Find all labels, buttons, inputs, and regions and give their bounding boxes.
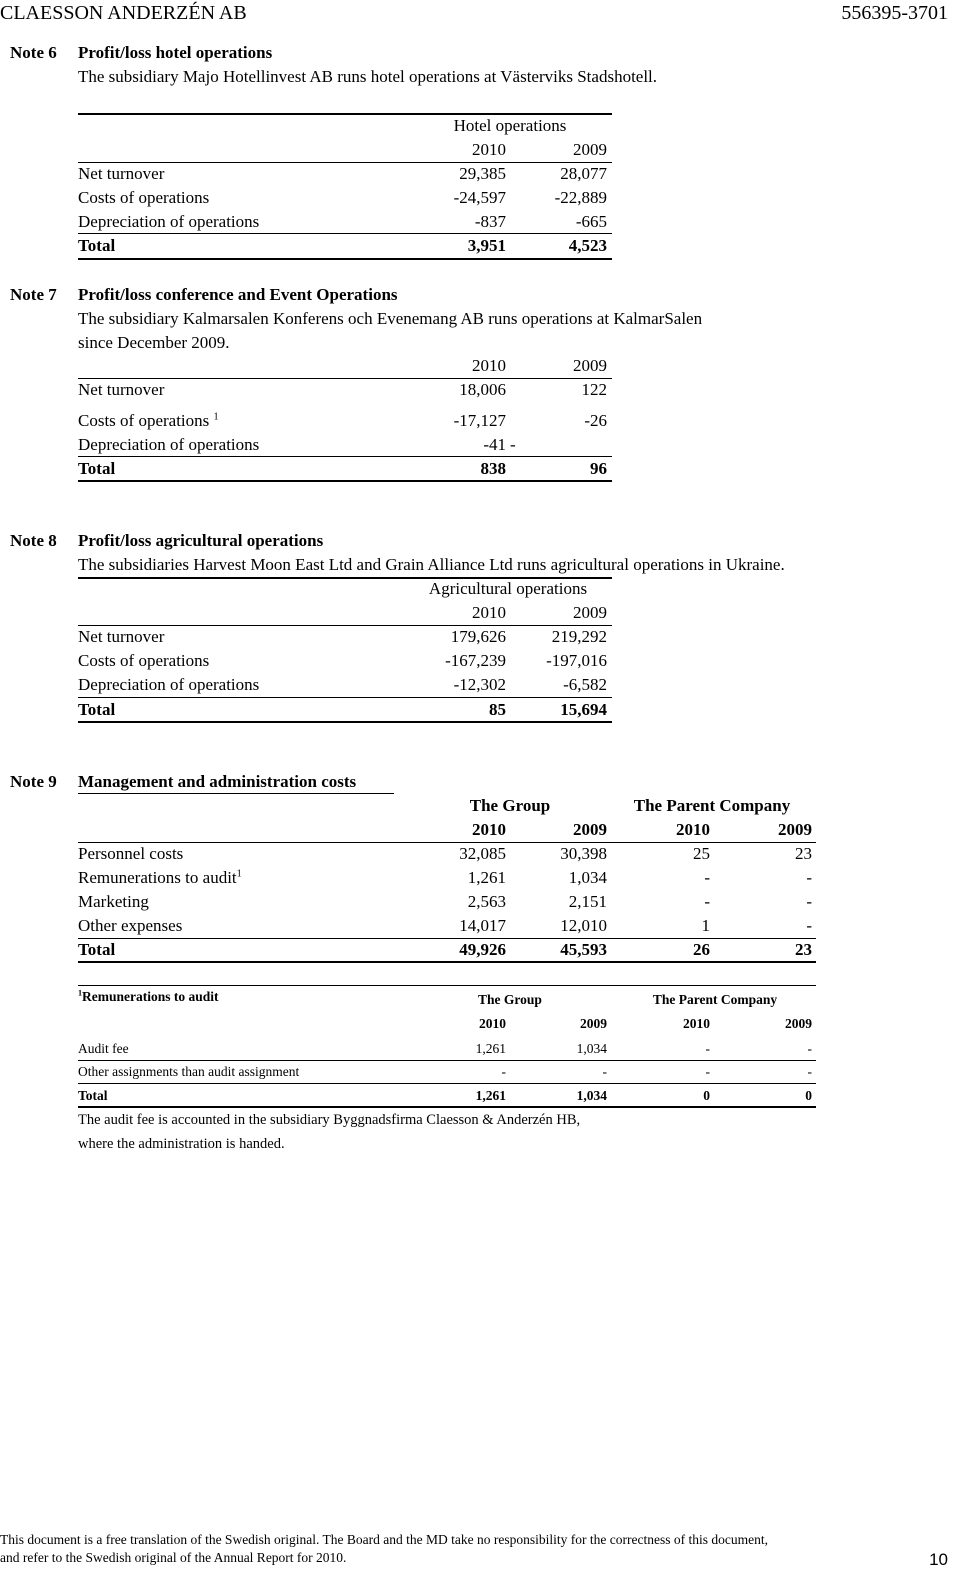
audit-row-value: - [705, 1041, 710, 1056]
note7-row-value: 122 [581, 380, 607, 399]
note6-row-value: 29,385 [459, 164, 506, 183]
note8-row-label: Net turnover [78, 627, 165, 646]
audit-total-rule [78, 1083, 816, 1084]
note7-row-value: 18,006 [459, 380, 506, 399]
note6-year-2009: 2009 [573, 140, 607, 159]
note6-year-2010: 2010 [472, 140, 506, 159]
note8-row-label: Depreciation of operations [78, 675, 260, 694]
note7-total-value: 838 [480, 459, 506, 478]
note8-total-label: Total [78, 700, 116, 719]
note9-group-header: The Group [469, 796, 551, 815]
audit-parent-header: The Parent Company [652, 992, 778, 1007]
note9-year: 2009 [573, 820, 607, 839]
note8-row-value: -167,239 [445, 651, 506, 670]
footer-disclaimer-line1: This document is a free translation of the Swedish original. The Board and the MD take no responsibility for the correctness of this document, [0, 1532, 768, 1547]
audit-footnote-line1: The audit fee is accounted in the subsidiary Byggnadsfirma Claesson & Anderzén HB, [78, 1112, 581, 1128]
note8-year-2010: 2010 [472, 603, 506, 622]
note9-row-value: 30,398 [560, 844, 607, 863]
note7-label: Note 7 [10, 285, 57, 304]
note9-year: 2010 [472, 820, 506, 839]
note8-total-rule [78, 697, 612, 698]
note6-total-value: 4,523 [568, 236, 607, 255]
note9-row-value: 25 [693, 844, 710, 863]
note7-row-label: Depreciation of operations [78, 435, 260, 454]
note7-row-label: Costs of operations $^1$ [78, 411, 219, 430]
note9-row-value: 32,085 [459, 844, 506, 863]
note7-row-value: -41 [483, 435, 506, 454]
audit-row-label: Other assignments than audit assignment [78, 1064, 300, 1079]
note7-bottom-rule [78, 480, 612, 482]
note9-row-value: - [806, 916, 812, 935]
note8-year-2009: 2009 [573, 603, 607, 622]
note6-row-value: -24,597 [453, 188, 506, 207]
audit-year: 2010 [683, 1016, 710, 1031]
note7-title: Profit/loss conference and Event Operations [78, 285, 398, 304]
note9-row-label: Marketing [78, 892, 149, 911]
audit-row-value: - [807, 1041, 812, 1056]
footer-disclaimer-line2: and refer to the Swedish original of the Annual Report for 2010. [0, 1550, 347, 1565]
note9-row-value: - [806, 868, 812, 887]
note8-description: The subsidiaries Harvest Moon East Ltd and Grain Alliance Ltd runs agricultural operations in Ukraine. [78, 555, 785, 574]
note6-row-value: -837 [474, 212, 506, 231]
note7-row-label: Net turnover [78, 380, 165, 399]
note7-total-value: 96 [590, 459, 607, 478]
note9-total-value: 45,593 [560, 940, 607, 959]
audit-group-header: The Group [478, 992, 542, 1007]
note9-total-label: Total [78, 940, 116, 959]
note9-row-value: - [704, 868, 710, 887]
note8-title: Profit/loss agricultural operations [78, 531, 324, 550]
note8-row-value: 179,626 [450, 627, 506, 646]
audit-row-label: Audit fee [78, 1041, 129, 1056]
note6-row-label: Depreciation of operations [78, 212, 260, 231]
note8-label: Note 8 [10, 531, 57, 550]
audit-total-value: 1,261 [475, 1088, 506, 1103]
note8-row-value: -12,302 [453, 675, 506, 694]
note7-total-rule [78, 456, 612, 457]
note9-row-value: 1 [701, 916, 710, 935]
note8-row-value: -197,016 [546, 651, 607, 670]
note7-year-2009: 2009 [573, 356, 607, 375]
audit-footnote-line2: where the administration is handed. [78, 1136, 285, 1152]
footnote-marker: 1 [236, 868, 242, 880]
audit-row-value: - [807, 1064, 812, 1079]
note9-row-value: 23 [795, 844, 812, 863]
note9-year: 2010 [676, 820, 710, 839]
note6-bottom-rule [78, 258, 612, 260]
page-number: 10 [929, 1550, 948, 1569]
note7-year-2010: 2010 [472, 356, 506, 375]
note9-year: 2009 [778, 820, 812, 839]
note9-row-label: Other expenses [78, 916, 183, 935]
note9-row-value: 2,563 [467, 892, 506, 911]
note6-row-value: -665 [575, 212, 607, 231]
note8-row-label: Costs of operations [78, 651, 210, 670]
note9-total-value: 49,926 [459, 940, 506, 959]
audit-bottom-rule [78, 1106, 816, 1108]
audit-total-value: 1,034 [576, 1088, 607, 1103]
note7-total-label: Total [78, 459, 116, 478]
note9-row-value: 14,017 [459, 916, 506, 935]
note6-total-rule [78, 233, 612, 234]
note6-row-value: 28,077 [560, 164, 607, 183]
audit-row-value: - [602, 1064, 607, 1079]
audit-total-label: Total [78, 1088, 108, 1103]
note9-row-value: - [806, 892, 812, 911]
note9-bottom-rule [78, 961, 816, 963]
org-number: 556395-3701 [841, 2, 948, 24]
note7-description-line1: The subsidiary Kalmarsalen Konferens och Evenemang AB runs operations at KalmarSalen [78, 309, 703, 328]
note9-row-label: Remunerations to audit$^1$ [78, 868, 242, 887]
audit-row-value: 1,034 [576, 1041, 607, 1056]
audit-total-value: 0 [805, 1088, 812, 1103]
note7-row-value: - [510, 435, 516, 454]
note9-row-value: 12,010 [560, 916, 607, 935]
note6-row-label: Costs of operations [78, 188, 210, 207]
note9-label: Note 9 [10, 772, 57, 791]
note9-row-label: Personnel costs [78, 844, 184, 863]
note9-title-underline [78, 793, 394, 794]
note6-label: Note 6 [10, 43, 57, 62]
note6-column-group: Hotel operations [453, 116, 567, 135]
note9-row-value: 2,151 [568, 892, 607, 911]
note6-row-value: -22,889 [554, 188, 607, 207]
note9-title: Management and administration costs [78, 772, 357, 791]
note7-row-value: -26 [584, 411, 607, 430]
audit-year: 2009 [785, 1016, 812, 1031]
note8-row-value: -6,582 [563, 675, 607, 694]
note8-bottom-rule [78, 721, 612, 723]
note6-row-label: Net turnover [78, 164, 165, 183]
note9-total-value: 26 [693, 940, 710, 959]
audit-row-value: - [501, 1064, 506, 1079]
note9-total-value: 23 [795, 940, 812, 959]
note9-parent-header: The Parent Company [633, 796, 791, 815]
note9-row-value: 1,034 [568, 868, 607, 887]
audit-title: $^1$Remunerations to audit [78, 988, 219, 1004]
note6-description: The subsidiary Majo Hotellinvest AB runs hotel operations at Västerviks Stadshotell. [78, 67, 658, 86]
note6-total-value: 3,951 [467, 236, 506, 255]
note9-row-value: - [704, 892, 710, 911]
audit-row-rule [78, 1060, 816, 1061]
note6-title: Profit/loss hotel operations [78, 43, 273, 62]
audit-year: 2009 [580, 1016, 607, 1031]
note6-total-label: Total [78, 236, 116, 255]
audit-total-value: 0 [703, 1088, 710, 1103]
note9-row-value: 1,261 [467, 868, 506, 887]
note7-description-line2: since December 2009. [78, 333, 230, 352]
note7-row-value: -17,127 [453, 411, 506, 430]
note8-row-value: 219,292 [551, 627, 607, 646]
audit-row-value: 1,261 [475, 1041, 506, 1056]
note8-total-value: 85 [489, 700, 506, 719]
audit-row-value: - [705, 1064, 710, 1079]
note8-column-group: Agricultural operations [428, 579, 588, 598]
note8-total-value: 15,694 [560, 700, 607, 719]
audit-top-rule [78, 985, 816, 986]
footnote-marker: 1 [213, 411, 219, 423]
footnote-marker: 1 [78, 988, 83, 998]
audit-year: 2010 [479, 1016, 506, 1031]
company-name: CLAESSON ANDERZÉN AB [0, 2, 247, 24]
